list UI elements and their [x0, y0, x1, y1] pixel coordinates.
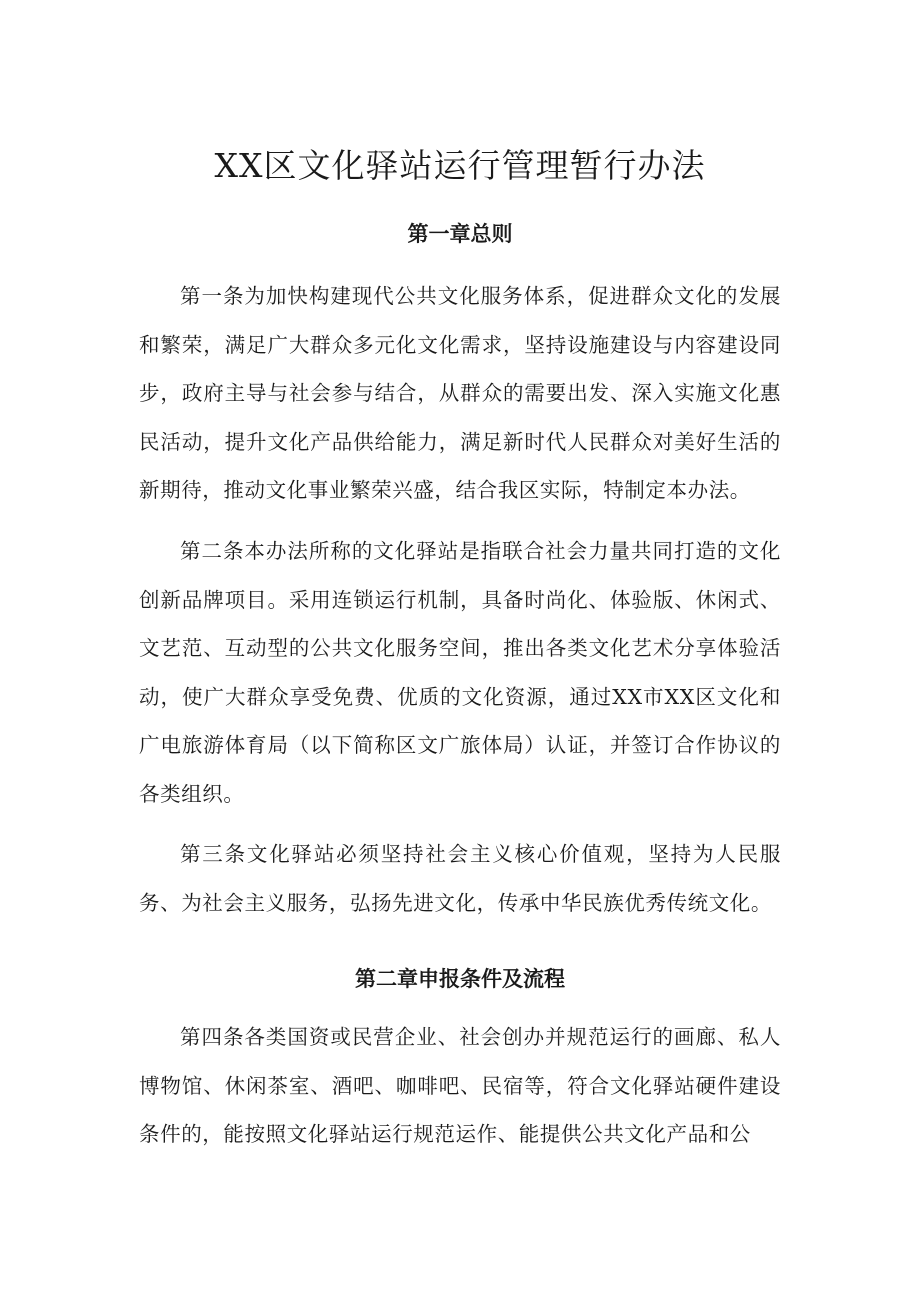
article-4: 第四条各类国资或民营企业、社会创办并规范运行的画廊、私人博物馆、休闲茶室、酒吧、咖啡吧、民宿等，符合文化驿站硬件建设条件的，能按照文化驿站运行规范运作、能提供公共文化产品和公	[139, 1025, 781, 1146]
document-title: XX区文化驿站运行管理暂行办法	[214, 146, 706, 185]
article-3: 第三条文化驿站必须坚持社会主义核心价值观，坚持为人民服务、为社会主义服务，弘扬先进文化，传承中华民族优秀传统文化。	[139, 842, 781, 915]
chapter-2-heading: 第二章申报条件及流程	[355, 967, 565, 991]
chapter-1-heading: 第一章总则	[407, 222, 513, 246]
article-1: 第一条为加快构建现代公共文化服务体系，促进群众文化的发展和繁荣，满足广大群众多元化文化需求，坚持设施建设与内容建设同步，政府主导与社会参与结合，从群众的需要出发、深入实施文化惠民活动，提升文化产品供给能力，满足新时代人民群众对美好生活的新期待，推动文化事业繁荣兴盛，结合我区实际，特制定本办法。	[139, 284, 781, 502]
article-2: 第二条本办法所称的文化驿站是指联合社会力量共同打造的文化创新品牌项目。采用连锁运行机制，具备时尚化、体验版、休闲式、文艺范、互动型的公共文化服务空间，推出各类文化艺术分享体验活动，使广大群众享受免费、优质的文化资源，通过XX市XX区文化和广电旅游体育局（以下简称区文广旅体局）认证，并签订合作协议的各类组织。	[139, 539, 781, 806]
